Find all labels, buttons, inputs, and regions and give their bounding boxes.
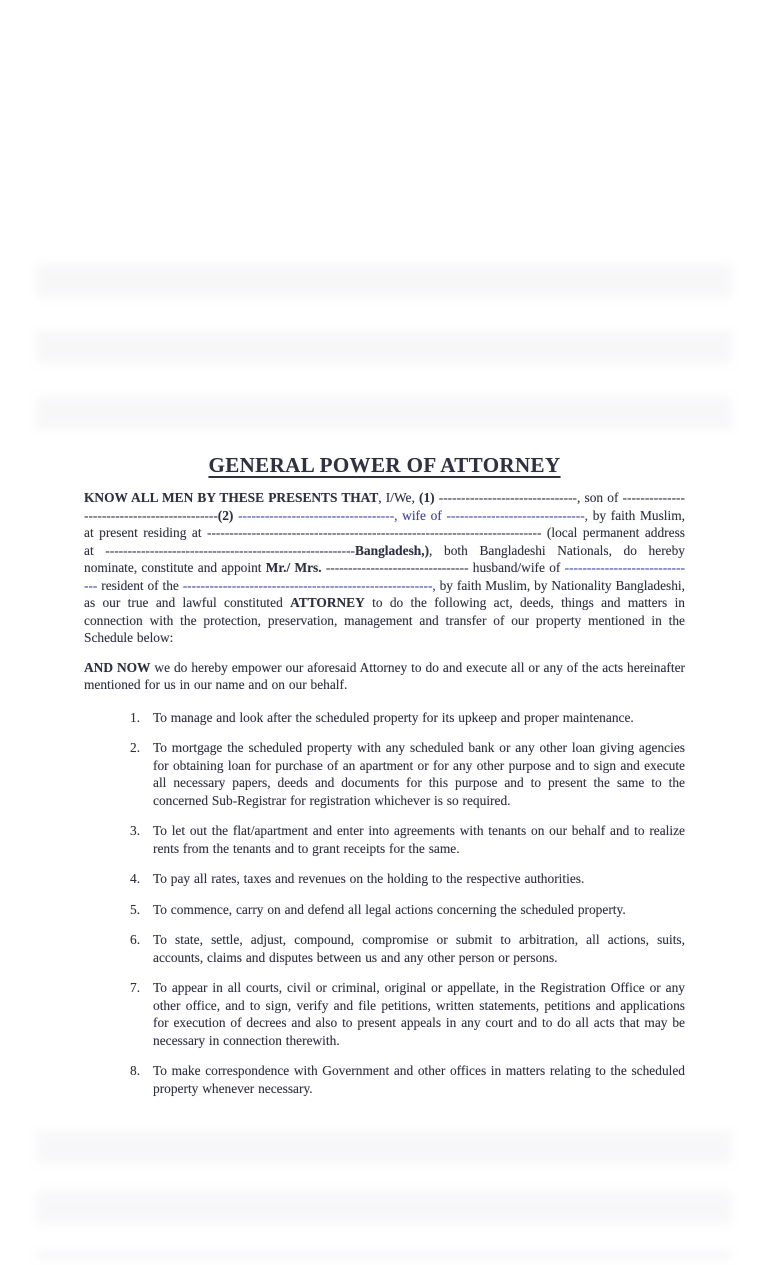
- bold-text-run: (2): [217, 507, 234, 523]
- power-list-item: [84, 870, 685, 888]
- item-number: 2.: [130, 740, 141, 755]
- document-content: [84, 452, 685, 1110]
- power-list-item: [84, 1062, 685, 1097]
- opening-paragraph: [84, 489, 685, 647]
- text-run: -------------------------------- husband/wife of: [321, 560, 565, 575]
- text-run: to do the following act, deeds, things and matters in connection with the protection, preservation, management and transfer of our property mentioned in the Schedule below:: [84, 595, 685, 645]
- bold-text-run: AND NOW: [84, 659, 151, 675]
- bold-text-run: ATTORNEY: [290, 595, 365, 610]
- power-list-item: [84, 901, 685, 919]
- item-number: 8.: [130, 1063, 141, 1078]
- text-run: resident of the: [97, 577, 183, 593]
- document-title: [84, 452, 685, 478]
- bold-text-run: KNOW ALL MEN BY THESE PRESENTS THAT: [84, 490, 379, 505]
- bold-text-run: (1): [418, 490, 435, 505]
- item-text: To pay all rates, taxes and revenues on the holding to the respective authorities.: [153, 871, 585, 886]
- page-bleedthrough-bottom: [36, 1120, 732, 1260]
- power-list-item: [84, 979, 685, 1049]
- document-title-text: GENERAL POWER OF ATTORNEY: [208, 453, 561, 477]
- powers-list: [84, 709, 685, 1098]
- text-run: by faith Muslim, at present residing at --------------------------------------------------------------------------- (local permanent address at --------------------------------------------------------: [84, 507, 685, 558]
- bold-text-run: Bangladesh,): [355, 542, 430, 558]
- power-list-item: [84, 709, 685, 727]
- item-number: 4.: [130, 871, 141, 886]
- item-text: To make correspondence with Government and other offices in matters relating to the scheduled property whenever necessary.: [153, 1063, 685, 1096]
- text-run: by faith Muslim, by Nationality Bangladeshi, as our true and lawful constituted: [84, 577, 685, 610]
- bold-text-run: Mr./ Mrs.: [265, 560, 322, 575]
- text-run: , both Bangladeshi Nationals, do hereby nominate, constitute and appoint: [84, 542, 685, 575]
- item-text: To manage and look after the scheduled property for its upkeep and proper maintenance.: [153, 709, 634, 725]
- power-list-item: [84, 739, 685, 809]
- text-run: ------------------------------: [84, 560, 686, 593]
- power-list-item: [84, 931, 685, 966]
- item-number: 7.: [130, 980, 141, 995]
- text-run: , I/We,: [378, 490, 419, 505]
- power-list-item: [84, 822, 685, 857]
- item-text: To commence, carry on and defend all legal actions concerning the scheduled property.: [153, 901, 626, 917]
- item-number: 3.: [130, 823, 141, 838]
- text-run: we do hereby empower our aforesaid Attorney to do and execute all or any of the acts hereinafter mentioned for us in our name and on our behalf.: [84, 659, 685, 692]
- item-text: To mortgage the scheduled property with any scheduled bank or any other loan giving agencies for obtaining loan for purchase of an apartment or for any other purpose and to sign and execute all necessary papers, deeds and documents for this purpose and to present the same to the concerned Sub-Registrar for registration whichever is so required.: [153, 740, 685, 808]
- item-number: 6.: [130, 932, 141, 947]
- item-number: 1.: [130, 709, 141, 725]
- item-text: To appear in all courts, civil or criminal, original or appellate, in the Registration Office or any other office, and to sign, verify and file petitions, written statements, petitions and applications for execution of decrees and also to present appeals in any court and to do all acts that may be necessary in connection therewith.: [153, 980, 685, 1048]
- item-number: 5.: [130, 901, 141, 917]
- text-run: -------------------------------, son of --------------------------------------------: [84, 490, 685, 523]
- text-run: --------------------------------------------------------,: [182, 577, 436, 593]
- item-text: To state, settle, adjust, compound, compromise or submit to arbitration, all actions, suits, accounts, claims and disputes between us and any other person or persons.: [153, 932, 685, 965]
- text-run: -----------------------------------, wife of -------------------------------,: [238, 507, 589, 523]
- item-text: To let out the flat/apartment and enter into agreements with tenants on our behalf and to realize rents from the tenants and to grant receipts for the same.: [153, 823, 685, 856]
- page-bleedthrough-top: [36, 250, 732, 450]
- empowerment-paragraph: [84, 659, 685, 694]
